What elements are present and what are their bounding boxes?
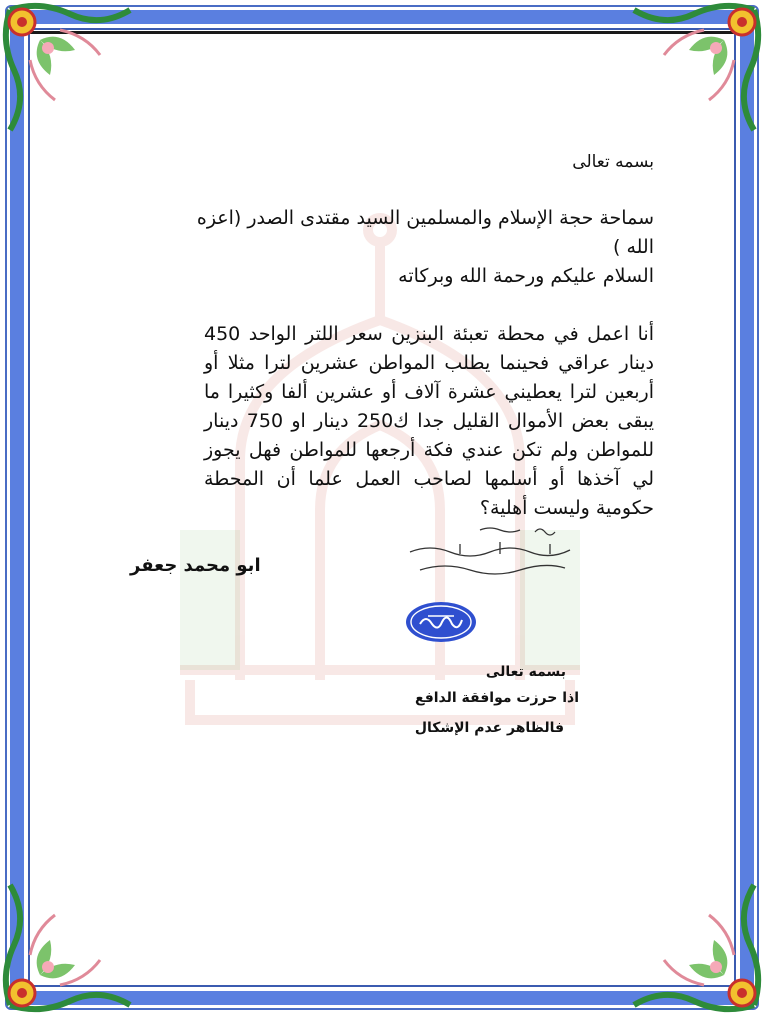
reply-line: فالظاهر عدم الإشكال <box>414 720 564 736</box>
letter-greeting: السلام عليكم ورحمة الله وبركاته <box>398 265 654 287</box>
handwritten-note-icon <box>400 522 580 582</box>
reply-heading: بسمه تعالى <box>485 664 566 680</box>
corner-ornament-icon <box>0 0 140 140</box>
corner-ornament-icon <box>624 875 764 1015</box>
letter-signer: ابو محمد جعفر <box>130 555 261 576</box>
letter-heading: بسمه تعالى <box>572 152 654 172</box>
corner-ornament-icon <box>0 875 140 1015</box>
letter-body: أنا اعمل في محطة تعبئة البنزين سعر اللتر الواحد 450 دينار عراقي فحينما يطلب المواطن عشرين لترا مثلا أو أربعين لترا يعطيني عشرة آلاف أو عشرين ألفا وكثيرا ما يبقى بعض الأموال القليل جدا ك250 دينار او 750 دينار للمواطن ولم تكن عندي فكة أرجعها للمواطن فهل يجوز لي آخذها أو أسلمها لصاحب العمل علما أن المحطة حكومية وليست أهلية؟ <box>204 323 654 519</box>
office-seal-icon <box>404 600 478 644</box>
reply-line: اذا حرزت موافقة الدافع <box>415 690 579 706</box>
corner-ornament-icon <box>624 0 764 140</box>
letter-addressee: سماحة حجة الإسلام والمسلمين السيد مقتدى الصدر (اعزه الله ) <box>196 207 654 258</box>
